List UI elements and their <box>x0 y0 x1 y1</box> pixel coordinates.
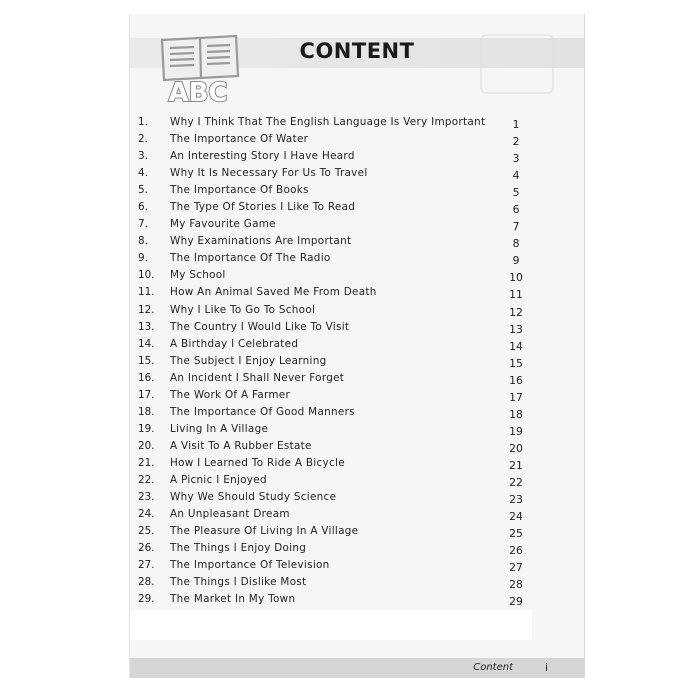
page-footer <box>130 658 584 678</box>
toc-entry-title: An Incident I Shall Never Forget <box>170 371 345 384</box>
toc-entry <box>138 302 538 319</box>
toc-entry-title: The Pleasure Of Living In A Village <box>170 525 359 538</box>
toc-entry <box>138 523 538 540</box>
toc-entry-number: 3. <box>138 150 148 163</box>
toc-entry-title: My School <box>170 269 226 282</box>
toc-entry-number: 2. <box>138 133 148 146</box>
toc-entry-number: 4. <box>138 167 148 180</box>
toc-entry <box>138 131 538 148</box>
toc-entry-page: 13 <box>509 322 523 336</box>
toc-entry-page: 18 <box>509 407 523 421</box>
toc-entry-title: The Country I Would Like To Visit <box>170 320 350 333</box>
toc-entry-number: 13. <box>138 320 155 333</box>
toc-entry-title: My Favourite Game <box>170 218 276 231</box>
toc-entry-number: 23. <box>138 491 155 504</box>
toc-entry <box>138 353 538 370</box>
toc-entry-page: 2 <box>512 135 520 149</box>
toc-entry <box>138 455 538 472</box>
toc-entry-page: 27 <box>509 561 523 575</box>
toc-entry-title: The Importance Of Water <box>170 133 309 146</box>
toc-entry-page: 15 <box>509 356 523 370</box>
toc-entry-title: How An Animal Saved Me From Death <box>170 286 377 299</box>
toc-entry-title: The Type Of Stories I Like To Read <box>170 201 356 214</box>
toc-entry-title: A Birthday I Celebrated <box>170 337 299 350</box>
footer-page-number: i <box>544 661 548 674</box>
toc-entry-number: 9. <box>138 252 148 265</box>
toc-entry-number: 27. <box>138 559 155 572</box>
toc-entry <box>138 216 538 233</box>
toc-entry-page: 22 <box>509 475 523 489</box>
toc-entry <box>138 336 538 353</box>
toc-entry-page: 12 <box>509 305 523 319</box>
toc-entry <box>138 387 538 404</box>
toc-entry-number: 16. <box>138 371 155 384</box>
toc-entry-number: 29. <box>138 593 155 606</box>
toc-entry-number: 21. <box>138 456 155 469</box>
toc-entry-title: The Things I Enjoy Doing <box>170 542 307 555</box>
toc-entry-page: 7 <box>512 220 520 234</box>
toc-entry-page: 29 <box>509 595 523 609</box>
toc-entry-page: 23 <box>509 493 523 507</box>
toc-entry <box>138 319 538 336</box>
toc-entry-number: 8. <box>138 235 148 248</box>
toc-entry-page: 1 <box>512 118 520 131</box>
toc-entry-title: The Importance Of Television <box>170 559 330 572</box>
toc-entry-number: 20. <box>138 439 155 452</box>
toc-entry-title: The Importance Of Books <box>170 184 309 197</box>
toc-entry-number: 26. <box>138 542 155 555</box>
toc-entry-title: A Visit To A Rubber Estate <box>170 439 312 452</box>
toc-entry-number: 24. <box>138 508 155 521</box>
toc-entry-number: 22. <box>138 473 155 486</box>
toc-entry-title: The Things I Dislike Most <box>170 576 307 589</box>
toc-entry <box>138 233 538 250</box>
toc-entry-title: Why I Think That The English Language Is Very Important <box>170 116 486 128</box>
toc-entry-number: 25. <box>138 525 155 538</box>
toc-entry-number: 5. <box>138 184 148 197</box>
toc-entry-title: The Subject I Enjoy Learning <box>170 354 327 367</box>
toc-entry-title: Living In A Village <box>170 422 269 435</box>
toc-entry-page: 20 <box>509 441 523 455</box>
toc-entry <box>138 421 538 438</box>
toc-entry-title: Why Examinations Are Important <box>170 235 352 248</box>
toc-entry-page: 6 <box>512 203 520 217</box>
svg-text:ABC: ABC <box>168 78 228 106</box>
toc-entry <box>138 165 538 182</box>
toc-entry-title: A Picnic I Enjoyed <box>170 473 267 486</box>
footer-label: Content <box>473 662 513 673</box>
toc-entry <box>138 506 538 523</box>
toc-entry-page: 5 <box>512 186 520 200</box>
toc-entry-page: 16 <box>509 373 523 387</box>
toc-entry-page: 19 <box>509 424 523 438</box>
toc-entry-page: 9 <box>512 254 520 268</box>
toc-entry-page: 21 <box>509 458 523 472</box>
toc-entry <box>138 148 538 165</box>
toc-entry-page: 4 <box>512 169 520 183</box>
toc-entry <box>138 557 538 574</box>
toc-entry-page: 26 <box>509 544 523 558</box>
toc-entry-page: 28 <box>509 578 523 592</box>
toc-entry <box>138 404 538 421</box>
toc-entry-number: 6. <box>138 201 148 214</box>
toc-entry <box>138 540 538 557</box>
toc-entry <box>138 114 538 131</box>
toc-entry-number: 11. <box>138 286 155 299</box>
toc-entry <box>138 250 538 267</box>
toc-entry-number: 15. <box>138 354 155 367</box>
toc-entry-page: 14 <box>509 339 523 353</box>
toc-entry-number: 18. <box>138 405 155 418</box>
toc-entry <box>138 438 538 455</box>
toc-entry-title: The Work Of A Farmer <box>170 388 291 401</box>
toc-entry <box>138 591 538 608</box>
toc-entry-page: 11 <box>509 288 523 302</box>
toc-entry <box>138 284 538 301</box>
toc-entry <box>138 267 538 284</box>
toc-entry <box>138 370 538 387</box>
toc-entry <box>138 489 538 506</box>
toc-entry-title: Why We Should Study Science <box>170 491 337 504</box>
toc-entry-title: An Unpleasant Dream <box>170 508 290 521</box>
toc-entry-page: 25 <box>509 527 523 541</box>
toc-entry <box>138 472 538 489</box>
toc-entry-number: 14. <box>138 337 155 350</box>
toc-entry-page: 17 <box>509 390 523 404</box>
toc-entry-title: An Interesting Story I Have Heard <box>170 150 355 163</box>
page-title: CONTENT <box>299 39 415 63</box>
toc-entry-title: The Importance Of The Radio <box>170 252 331 265</box>
toc-entry-title: The Importance Of Good Manners <box>170 405 355 418</box>
toc-entry-title: How I Learned To Ride A Bicycle <box>170 456 345 469</box>
toc-entry <box>138 574 538 591</box>
toc-entry-page: 24 <box>509 510 523 524</box>
toc-entry <box>138 182 538 199</box>
toc-entry-number: 28. <box>138 576 155 589</box>
toc-entry-number: 12. <box>138 303 155 316</box>
blank-label-area <box>130 610 532 640</box>
toc-entry <box>138 199 538 216</box>
toc-entry-number: 10. <box>138 269 155 282</box>
toc-entry-title: Why It Is Necessary For Us To Travel <box>170 167 368 180</box>
toc-entry-page: 3 <box>512 152 520 166</box>
toc-entry-page: 10 <box>509 271 523 285</box>
toc-entry-title: Why I Like To Go To School <box>170 303 316 316</box>
toc-entry-number: 17. <box>138 388 155 401</box>
toc-entry-number: 7. <box>138 218 148 231</box>
table-of-contents <box>138 114 538 625</box>
toc-entry-number: 1. <box>138 116 148 128</box>
book-page <box>130 14 584 678</box>
toc-entry-page: 8 <box>512 237 520 251</box>
toc-entry-title: The Market In My Town <box>170 593 296 606</box>
toc-entry-number: 19. <box>138 422 155 435</box>
